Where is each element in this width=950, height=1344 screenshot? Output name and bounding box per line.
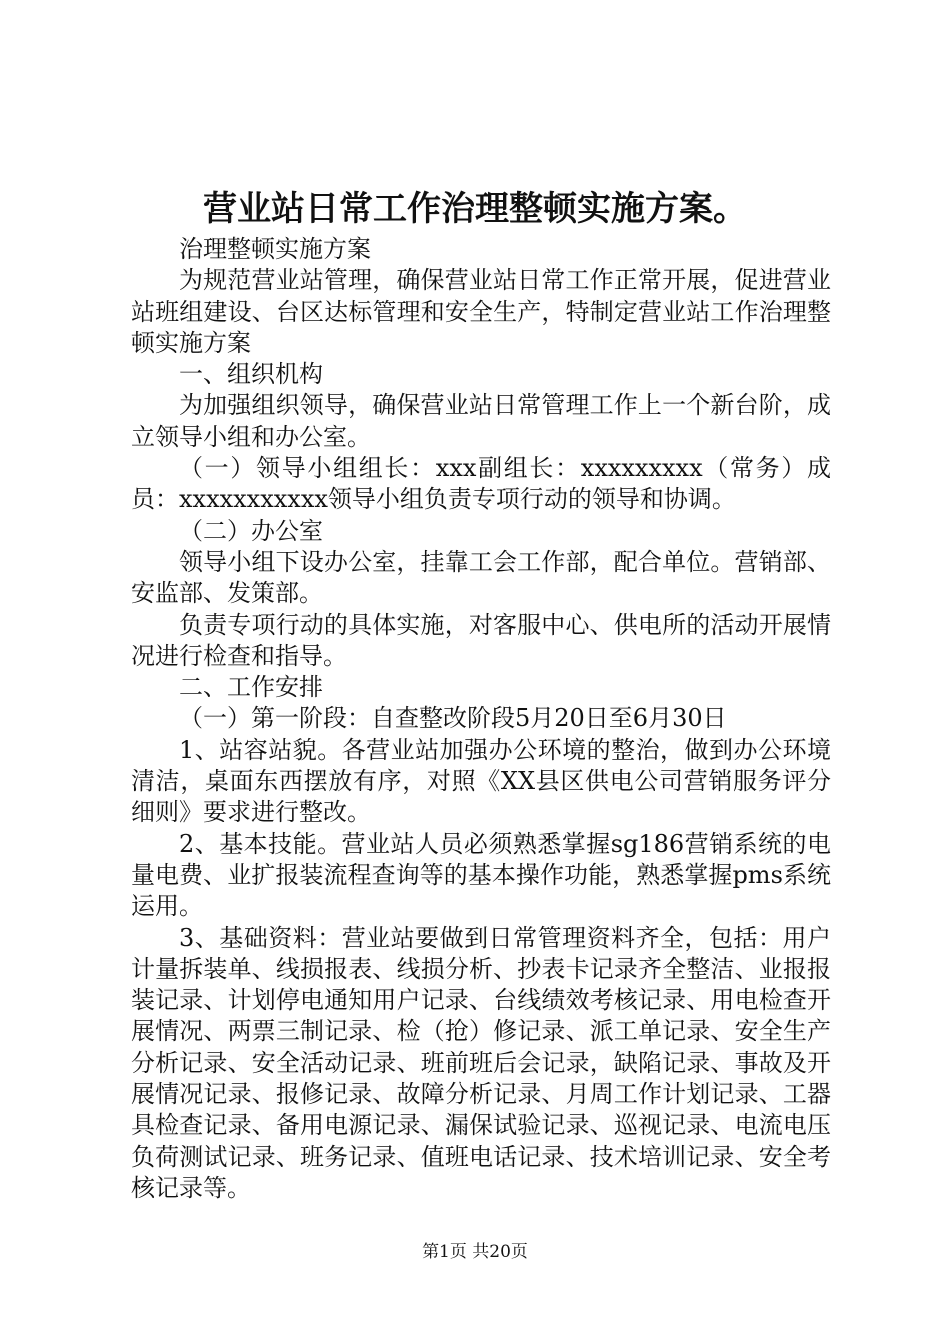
document-title: 营业站日常工作治理整顿实施方案。: [203, 189, 747, 229]
paragraph-item-2: 2、基本技能。营业站人员必须熟悉掌握sg186营销系统的电量电费、业扩报装流程查询等的基本操作功能，熟悉掌握pms系统运用。: [131, 829, 831, 921]
paragraph-office: 领导小组下设办公室，挂靠工会工作部，配合单位。营销部、安监部、发策部。: [131, 547, 831, 608]
document-body: [131, 234, 831, 1204]
page-footer: 第1页 共20页: [422, 1242, 528, 1262]
paragraph-leading-group: （一）领导小组组长：xxx副组长：xxxxxxxxx（常务）成员：xxxxxxxxxxx领导小组负责专项行动的领导和协调。: [131, 454, 831, 514]
paragraph-item-3: 3、基础资料：营业站要做到日常管理资料齐全，包括：用户计量拆装单、线损报表、线损分析、抄表卡记录齐全整洁、业报报装记录、计划停电通知用户记录、台线绩效考核记录、用电检查开展情况、两票三制记录、检（抢）修记录、派工单记录、安全生产分析记录、安全活动记录、班前班后会记录，缺陷记录、事故及开展情况记录、报修记录、故障分析记录、月周工作计划记录、工器具检查记录、备用电源记录、漏保试验记录、巡视记录、电流电压负荷测试记录、班务记录、值班电话记录、技术培训记录、安全考核记录等。: [131, 923, 831, 1202]
paragraph-item-1: 1、站容站貌。各营业站加强办公环境的整治，做到办公环境清洁，桌面东西摆放有序，对照《XX县区供电公司营销服务评分细则》要求进行整改。: [131, 735, 831, 827]
paragraph-intro: 为规范营业站管理，确保营业站日常工作正常开展，促进营业站班组建设、台区达标管理和安全生产，特制定营业站工作治理整顿实施方案: [131, 266, 831, 357]
subheading-office: （二）办公室: [179, 516, 323, 545]
section-heading-arrangement: 二、工作安排: [179, 673, 323, 702]
paragraph-responsibility: 负责专项行动的具体实施，对客服中心、供电所的活动开展情况进行检查和指导。: [131, 610, 831, 670]
paragraph-organization: 为加强组织领导，确保营业站日常管理工作上一个新台阶，成立领导小组和办公室。: [131, 391, 831, 451]
paragraph-subtitle: 治理整顿实施方案: [179, 235, 371, 263]
subheading-phase-one: （一）第一阶段：自查整改阶段5月20日至6月30日: [179, 704, 727, 733]
section-heading-organization: 一、组织机构: [179, 360, 323, 389]
